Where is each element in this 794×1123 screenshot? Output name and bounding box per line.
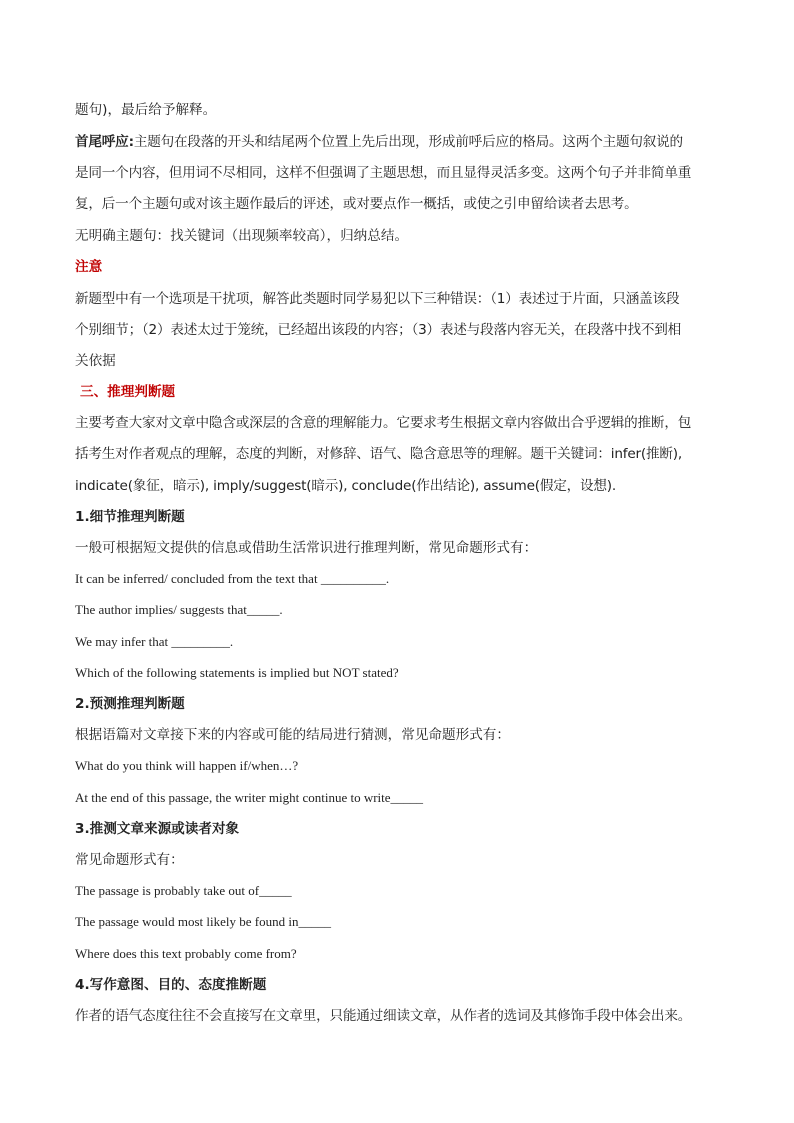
sub3-intro: 常见命题形式有： — [75, 852, 184, 868]
sub3-q2: The passage would most likely be found in_____ — [75, 914, 331, 929]
sub2-heading: 2.预测推理判断题 — [75, 696, 185, 712]
note-line1: 新题型中有一个选项是干扰项，解答此类题时同学易犯以下三种错误：（1）表述过于片面，只涵盖该段 — [75, 291, 680, 307]
echo-label: 首尾呼应: — [75, 134, 134, 150]
section3-line3: indicate(象征，暗示), imply/suggest(暗示), conclude(作出结论), assume(假定，设想). — [75, 478, 617, 494]
sub1-heading: 1.细节推理判断题 — [75, 509, 185, 525]
sub2-intro: 根据语篇对文章接下来的内容或可能的结局进行猜测，常见命题形式有： — [75, 727, 510, 743]
sub1-q3: We may infer that _________. — [75, 634, 234, 649]
sub1-q2: The author implies/ suggests that_____. — [75, 602, 283, 617]
section3-line2: 括考生对作者观点的理解，态度的判断，对修辞、语气、隐含意思等的理解。题干关键词：infer(推断), — [75, 446, 682, 462]
sub1-q4: Which of the following statements is implied but NOT stated? — [75, 665, 399, 680]
echo-paragraph-line3: 复，后一个主题句或对该主题作最后的评述，或对要点作一概括，或使之引申留给读者去思考。 — [75, 196, 638, 212]
note-heading: 注意 — [75, 259, 103, 275]
sub4-line1: 作者的语气态度往往不会直接写在文章里，只能通过细读文章，从作者的选词及其修饰手段中体会出来。 — [75, 1008, 692, 1024]
no-topic-line: 无明确主题句：找关键词（出现频率较高），归纳总结。 — [75, 228, 409, 244]
echo-paragraph-line2: 是同一个内容，但用词不尽相同，这样不但强调了主题思想，而且显得灵活多变。这两个句子并非简单重 — [75, 165, 692, 181]
note-line2: 个别细节；（2）表述太过于笼统，已经超出该段的内容；（3）表述与段落内容无关，在段落中找不到相 — [75, 322, 682, 338]
paragraph-line: 题句)，最后给予解释。 — [75, 102, 217, 118]
note-line3: 关依据 — [75, 353, 116, 369]
echo-paragraph-line1 — [75, 132, 683, 152]
sub3-heading: 3.推测文章来源或读者对象 — [75, 821, 240, 837]
sub1-q1: It can be inferred/ concluded from the text that __________. — [75, 571, 390, 586]
sub2-q1: What do you think will happen if/when…? — [75, 758, 299, 773]
section3-heading: 三、推理判断题 — [80, 384, 176, 400]
sub2-q2: At the end of this passage, the writer might continue to write_____ — [75, 790, 424, 805]
sub1-intro: 一般可根据短文提供的信息或借助生活常识进行推理判断，常见命题形式有： — [75, 540, 538, 556]
sub3-q1: The passage is probably take out of_____ — [75, 883, 292, 898]
sub3-q3: Where does this text probably come from? — [75, 946, 297, 961]
echo-text: 主题句在段落的开头和结尾两个位置上先后出现，形成前呼后应的格局。这两个主题句叙说的 — [133, 134, 683, 150]
sub4-heading: 4.写作意图、目的、态度推断题 — [75, 977, 267, 993]
section3-line1: 主要考查大家对文章中隐含或深层的含意的理解能力。它要求考生根据文章内容做出合乎逻辑的推断，包 — [75, 415, 692, 431]
